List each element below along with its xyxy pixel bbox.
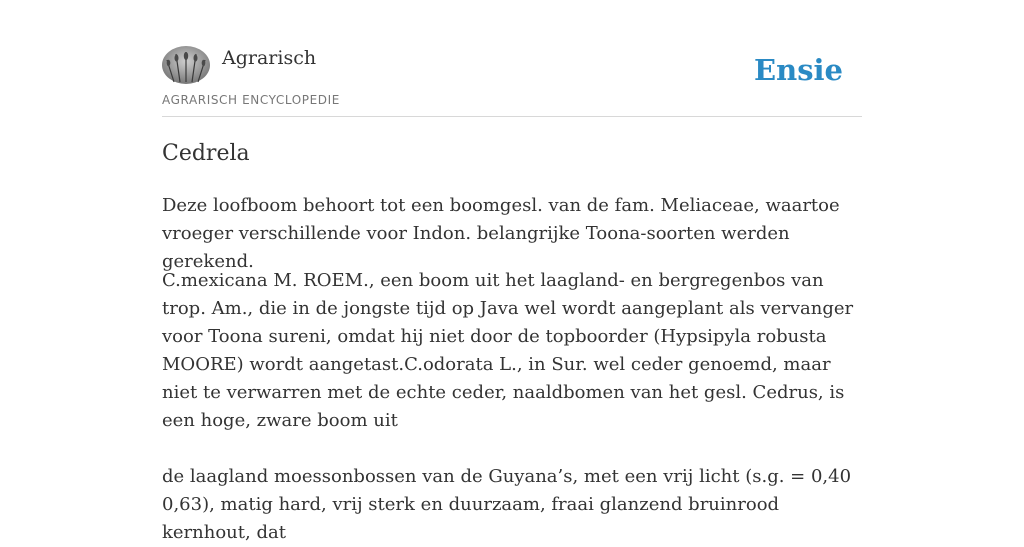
article-paragraph: C.mexicana M. ROEM., een boom uit het laagland- en bergregenbos van trop. Am., die in de jongste tijd op Java wel wordt aangeplant als vervanger voor Toona sureni, omdat hij niet door de topboorder (Hypsipyla robusta MOORE) wordt aangetast.C.odorata L., in Sur. wel ceder genoemd, maar niet te verwarren met de echte ceder, naaldbomen van het gesl. Cedrus, is een hoge, zware boom uit — [162, 270, 854, 431]
wheat-icon[interactable] — [162, 46, 210, 84]
site-header — [162, 46, 862, 117]
site-subtitle: AGRARISCH ENCYCLOPEDIE — [162, 93, 340, 107]
article-title: Cedrela — [162, 141, 250, 166]
article-paragraph: Deze loofboom behoort tot een boomgesl. van de fam. Meliaceae, waartoe vroeger verschillende voor Indon. belangrijke Toona-soorten werden gerekend. — [162, 195, 840, 272]
article-paragraph: de laagland moessonbossen van de Guyana’s, met een vrij licht (s.g. = 0,40 0,63), matig hard, vrij sterk en duurzaam, fraai glanzend bruinrood kernhout, dat — [162, 466, 852, 543]
site-name[interactable]: Agrarisch — [222, 47, 317, 69]
brand-logo[interactable]: Ensie — [754, 53, 843, 87]
